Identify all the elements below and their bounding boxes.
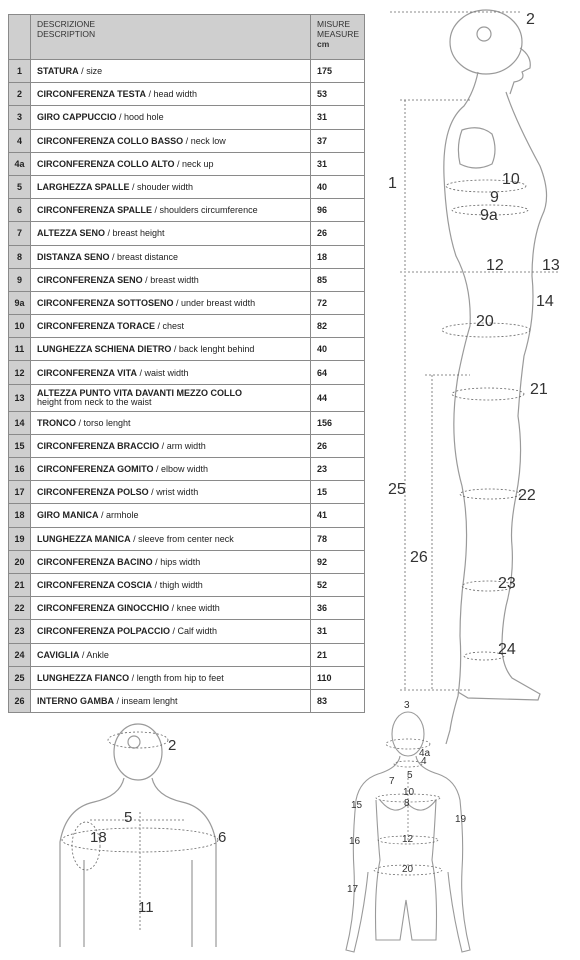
row-description-it: CIRCONFERENZA BACINO <box>37 556 153 567</box>
row-separator: / <box>155 321 163 332</box>
row-measure-value: 37 <box>311 129 365 152</box>
row-measure-value: 78 <box>311 527 365 550</box>
row-number: 16 <box>9 458 31 481</box>
row-measure-value: 15 <box>311 481 365 504</box>
row-description-it: CIRCONFERENZA BRACCIO <box>37 440 160 451</box>
figure-label: 6 <box>218 829 227 846</box>
row-description-en: breast height <box>112 228 165 239</box>
row-measure-value: 40 <box>311 175 365 198</box>
row-number: 9a <box>9 291 31 314</box>
figure-label: 19 <box>455 814 467 825</box>
row-separator: / <box>105 228 113 239</box>
figure-label: 12 <box>486 257 504 274</box>
row-description-it: CIRCONFERENZA GINOCCHIO <box>37 603 170 614</box>
figure-label: 4a <box>419 748 431 759</box>
row-description-it: CIRCONFERENZA COSCIA <box>37 580 153 591</box>
figure-label: 25 <box>388 481 406 498</box>
row-description-en: Ankle <box>86 649 109 660</box>
row-description-it: LUNGHEZZA SCHIENA DIETRO <box>37 344 172 355</box>
row-number: 19 <box>9 527 31 550</box>
row-description-it: GIRO MANICA <box>37 510 99 521</box>
figure-label: 26 <box>410 549 428 566</box>
row-description-en: thigh width <box>159 580 203 591</box>
front-figure-label-group <box>347 700 467 895</box>
header-measure-it: MISURE <box>317 19 351 29</box>
row-description-it: ALTEZZA PUNTO VITA DAVANTI MEZZO COLLO <box>37 388 242 399</box>
row-separator: / <box>142 274 151 285</box>
figure-label: 2 <box>168 737 177 754</box>
row-separator: / <box>174 158 183 169</box>
figure-label: 2 <box>526 11 535 28</box>
row-number: 11 <box>9 338 31 361</box>
row-description-en: armhole <box>106 510 139 521</box>
row-measure-value: 31 <box>311 620 365 643</box>
row-number: 10 <box>9 315 31 338</box>
row-description-en: torso lenght <box>83 417 131 428</box>
row-description-it: CIRCONFERENZA TESTA <box>37 89 146 100</box>
row-description-it: STATURA <box>37 66 79 77</box>
row-description-it: CAVIGLIA <box>37 649 80 660</box>
row-separator: / <box>109 251 118 262</box>
figure-label: 21 <box>530 381 548 398</box>
row-description-en: height from neck to the waist <box>37 397 152 408</box>
row-separator: / <box>130 533 139 544</box>
row-description-it: CIRCONFERENZA SPALLE <box>37 205 153 216</box>
figure-label: 20 <box>402 864 414 875</box>
row-number: 25 <box>9 666 31 689</box>
row-separator: / <box>137 367 145 378</box>
row-separator: / <box>79 649 87 660</box>
row-description-it: TRONCO <box>37 417 76 428</box>
row-measure-value: 175 <box>311 60 365 83</box>
row-number: 4a <box>9 152 31 175</box>
row-separator: / <box>129 672 137 683</box>
header-measure-en: MEASURE <box>317 29 360 39</box>
row-number: 14 <box>9 411 31 434</box>
figure-label: 24 <box>498 641 516 658</box>
row-description-it: DISTANZA SENO <box>37 251 110 262</box>
row-number: 8 <box>9 245 31 268</box>
row-description-en: waist width <box>144 367 189 378</box>
row-number: 7 <box>9 222 31 245</box>
row-measure-value: 52 <box>311 573 365 596</box>
row-number: 9 <box>9 268 31 291</box>
row-measure-value: 21 <box>311 643 365 666</box>
row-description-en: hips width <box>160 556 201 567</box>
row-description-it: LUNGHEZZA MANICA <box>37 533 131 544</box>
row-separator: / <box>173 297 182 308</box>
row-number: 17 <box>9 481 31 504</box>
row-description-en: inseam lenght <box>121 695 178 706</box>
row-separator: / <box>152 556 161 567</box>
row-description-it: CIRCONFERENZA TORACE <box>37 321 156 332</box>
row-measure-value: 44 <box>311 384 365 411</box>
row-description-it: CIRCONFERENZA GOMITO <box>37 464 154 475</box>
row-description-en: shoulders circumference <box>159 205 258 216</box>
figure-label: 1 <box>388 175 397 192</box>
row-number: 3 <box>9 106 31 129</box>
figure-label: 23 <box>498 575 516 592</box>
figure-label: 10 <box>502 171 520 188</box>
row-description-it: INTERNO GAMBA <box>37 695 114 706</box>
row-description-en: neck low <box>190 135 226 146</box>
row-number: 20 <box>9 550 31 573</box>
row-description-en: Calf width <box>177 626 218 637</box>
row-number: 21 <box>9 573 31 596</box>
row-description-en: wrist width <box>156 487 199 498</box>
row-measure-value: 92 <box>311 550 365 573</box>
figure-label: 13 <box>542 257 560 274</box>
row-description-it: ALTEZZA SENO <box>37 228 105 239</box>
row-measure-value: 23 <box>311 458 365 481</box>
figure-label: 9 <box>490 189 499 206</box>
row-description-it: CIRCONFERENZA POLPACCIO <box>37 626 171 637</box>
figure-label: 5 <box>124 809 133 826</box>
row-description-it: LUNGHEZZA FIANCO <box>37 672 130 683</box>
figure-label: 7 <box>389 776 395 787</box>
row-number: 24 <box>9 643 31 666</box>
row-number: 2 <box>9 83 31 106</box>
figure-label: 22 <box>518 487 536 504</box>
row-measure-value: 53 <box>311 83 365 106</box>
row-separator: / <box>152 205 160 216</box>
row-number: 18 <box>9 504 31 527</box>
row-separator: / <box>129 182 138 193</box>
figure-label: 8 <box>404 798 410 809</box>
row-description-en: breast distance <box>117 251 179 262</box>
figure-label: 14 <box>536 293 554 310</box>
row-separator: / <box>170 626 178 637</box>
row-measure-value: 85 <box>311 268 365 291</box>
row-separator: / <box>76 417 84 428</box>
figure-label: 16 <box>349 836 361 847</box>
row-description-en: sleeve from center neck <box>138 533 234 544</box>
row-separator: / <box>116 112 125 123</box>
row-description-en: chest <box>162 321 185 332</box>
figure-label: 15 <box>351 800 363 811</box>
row-number: 12 <box>9 361 31 384</box>
row-number: 26 <box>9 689 31 712</box>
row-measure-value: 41 <box>311 504 365 527</box>
row-measure-value: 18 <box>311 245 365 268</box>
row-description-it: GIRO CAPPUCCIO <box>37 112 117 123</box>
row-description-it: CIRCONFERENZA POLSO <box>37 487 149 498</box>
row-measure-value: 31 <box>311 152 365 175</box>
row-separator: / <box>159 440 167 451</box>
figure-label: 4 <box>421 756 427 767</box>
row-description-en: knee width <box>176 603 220 614</box>
row-measure-value: 26 <box>311 222 365 245</box>
row-measure-value: 40 <box>311 338 365 361</box>
row-description-en: under breast width <box>181 297 256 308</box>
row-separator: / <box>153 464 162 475</box>
row-measure-value: 82 <box>311 315 365 338</box>
figure-label: 20 <box>476 313 494 330</box>
row-separator: / <box>78 66 87 77</box>
row-separator: / <box>98 510 107 521</box>
row-number: 1 <box>9 60 31 83</box>
row-description-it: CIRCONFERENZA COLLO BASSO <box>37 135 184 146</box>
row-description-it: CIRCONFERENZA COLLO ALTO <box>37 158 175 169</box>
row-number: 15 <box>9 434 31 457</box>
row-description-it: LARGHEZZA SPALLE <box>37 182 130 193</box>
row-separator: / <box>114 695 122 706</box>
figure-label: 3 <box>404 700 410 711</box>
row-description-en: elbow width <box>161 464 209 475</box>
row-number: 23 <box>9 620 31 643</box>
row-separator: / <box>169 603 177 614</box>
row-measure-value: 110 <box>311 666 365 689</box>
figure-label: 18 <box>90 829 107 846</box>
row-number: 22 <box>9 597 31 620</box>
row-description-en: shouder width <box>137 182 194 193</box>
row-measure-value: 26 <box>311 434 365 457</box>
row-separator: / <box>152 580 160 591</box>
row-number: 4 <box>9 129 31 152</box>
header-desc-it: DESCRIZIONE <box>37 19 96 29</box>
figure-label: 10 <box>403 787 415 798</box>
row-number: 5 <box>9 175 31 198</box>
row-measure-value: 64 <box>311 361 365 384</box>
row-separator: / <box>148 487 157 498</box>
row-description-en: length from hip to feet <box>136 672 224 683</box>
row-description-en: size <box>86 66 103 77</box>
row-measure-value: 31 <box>311 106 365 129</box>
row-separator: / <box>171 344 179 355</box>
figure-label: 5 <box>407 770 413 781</box>
row-separator: / <box>183 135 191 146</box>
row-number: 6 <box>9 199 31 222</box>
row-description-en: neck up <box>182 158 214 169</box>
row-measure-value: 36 <box>311 597 365 620</box>
figure-label: 11 <box>138 899 154 916</box>
row-description-it: CIRCONFERENZA VITA <box>37 367 137 378</box>
figure-label: 12 <box>402 834 414 845</box>
header-unit: cm <box>317 39 330 49</box>
row-description-en: hood hole <box>124 112 164 123</box>
row-separator: / <box>146 89 154 100</box>
row-measure-value: 156 <box>311 411 365 434</box>
row-description-en: back lenght behind <box>178 344 255 355</box>
figure-label: 17 <box>347 884 359 895</box>
figure-label: 9a <box>480 207 498 224</box>
row-measure-value: 96 <box>311 199 365 222</box>
row-measure-value: 83 <box>311 689 365 712</box>
header-desc-en: DESCRIPTION <box>37 29 96 39</box>
row-description-it: CIRCONFERENZA SOTTOSENO <box>37 297 174 308</box>
row-description-it: CIRCONFERENZA SENO <box>37 274 143 285</box>
row-description-en: arm width <box>166 440 206 451</box>
row-measure-value: 72 <box>311 291 365 314</box>
row-description-en: breast width <box>150 274 199 285</box>
row-description-en: head width <box>153 89 198 100</box>
row-number: 13 <box>9 384 31 411</box>
